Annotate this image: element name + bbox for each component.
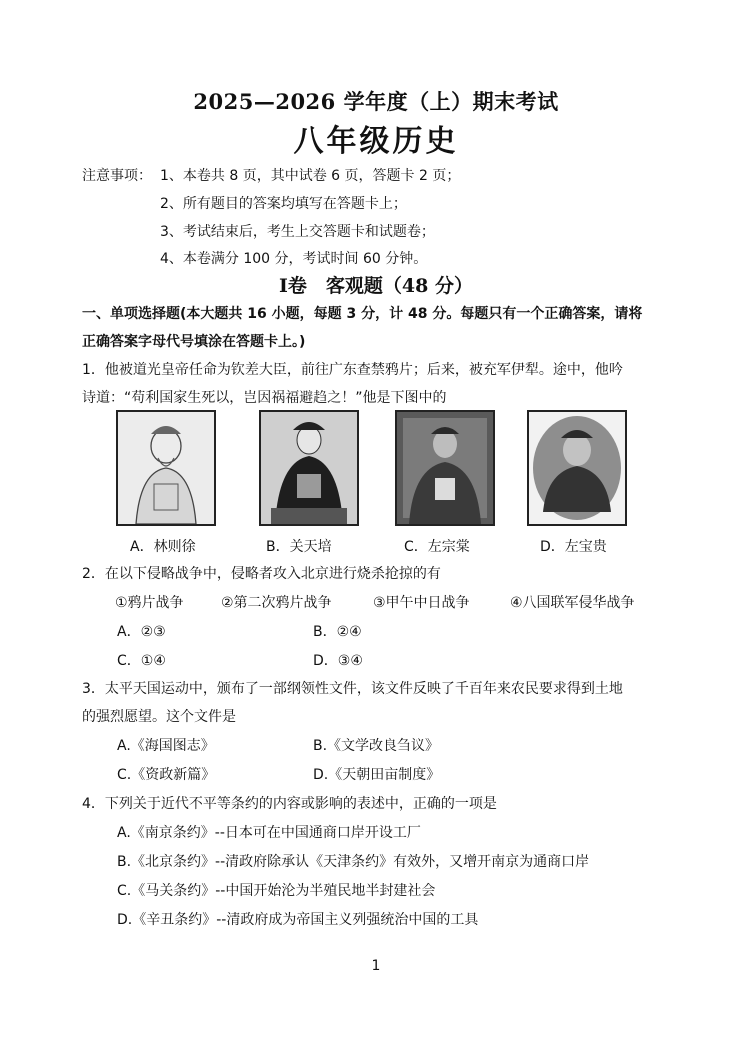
q1-option-b: B．关天培: [266, 539, 332, 555]
q4-option-a: A.《南京条约》--日本可在中国通商口岸开设工厂: [117, 825, 421, 841]
q3-stem-line2: 的强烈愿望。这个文件是: [82, 709, 236, 725]
q3-option-d: D.《天朝田亩制度》: [313, 767, 441, 783]
notice-item-1: 1、本卷共 8 页，其中试卷 6 页，答题卡 2 页；: [160, 168, 461, 184]
q1-stem-line2: 诗道：“苟利国家生死以，岂因祸福避趋之！”他是下图中的: [82, 390, 447, 406]
portrait-lin-zexu: [116, 410, 216, 526]
q4-option-b: B.《北京条约》--清政府除承认《天津条约》有效外，又增开南京为通商口岸: [117, 854, 590, 870]
q1-option-c: C．左宗棠: [404, 539, 470, 555]
q2-option-b: B．②④: [313, 624, 362, 640]
exam-title: 2025—2026 学年度（上）期末考试: [193, 89, 559, 114]
portrait-guan-tianpei: [259, 410, 359, 526]
q4-option-c: C.《马关条约》--中国开始沦为半殖民地半封建社会: [117, 883, 436, 899]
q2-item-2: ②第二次鸦片战争: [221, 595, 332, 611]
q3-option-b: B.《文学改良刍议》: [313, 738, 440, 754]
q3-option-c: C.《资政新篇》: [117, 767, 216, 783]
q2-stem: 2．在以下侵略战争中，侵略者攻入北京进行烧杀抢掠的有: [82, 566, 441, 582]
q1-stem-line1: 1．他被道光皇帝任命为钦差大臣，前往广东查禁鸦片；后来，被充军伊犁。途中，他吟: [82, 362, 623, 378]
section-title: Ⅰ卷 客观题（48 分）: [279, 275, 473, 297]
q1-option-a: A．林则徐: [130, 539, 196, 555]
page-number: 1: [371, 958, 381, 974]
portrait-zuo-zongtang: [395, 410, 495, 526]
q2-option-a: A．②③: [117, 624, 166, 640]
notice-item-3: 3、考试结束后，考生上交答题卡和试题卷；: [160, 224, 435, 240]
q4-option-d: D.《辛丑条约》--清政府成为帝国主义列强统治中国的工具: [117, 912, 479, 928]
portrait-zuo-baogui: [527, 410, 627, 526]
q3-stem-line1: 3．太平天国运动中，颁布了一部纲领性文件，该文件反映了千百年来农民要求得到土地: [82, 681, 623, 697]
q4-stem: 4．下列关于近代不平等条约的内容或影响的表述中，正确的一项是: [82, 796, 497, 812]
q2-option-c: C．①④: [117, 653, 166, 669]
q2-item-4: ④八国联军侵华战争: [510, 595, 635, 611]
notice-label: 注意事项：: [82, 168, 152, 184]
q2-option-d: D．③④: [313, 653, 363, 669]
notice-item-4: 4、本卷满分 100 分，考试时间 60 分钟。: [160, 251, 428, 267]
q2-item-1: ①鸦片战争: [115, 595, 184, 611]
q2-item-3: ③甲午中日战争: [373, 595, 470, 611]
notice-item-2: 2、所有题目的答案均填写在答题卡上；: [160, 196, 407, 212]
subject-title: 八年级历史: [293, 124, 459, 159]
q1-option-d: D．左宝贵: [540, 539, 607, 555]
q3-option-a: A.《海国图志》: [117, 738, 215, 754]
section-instruction-line1: 一、单项选择题(本大题共 16 小题，每题 3 分，计 48 分。每题只有一个正确答案，请将: [82, 306, 643, 322]
section-instruction-line2: 正确答案字母代号填涂在答题卡上。): [82, 334, 306, 350]
